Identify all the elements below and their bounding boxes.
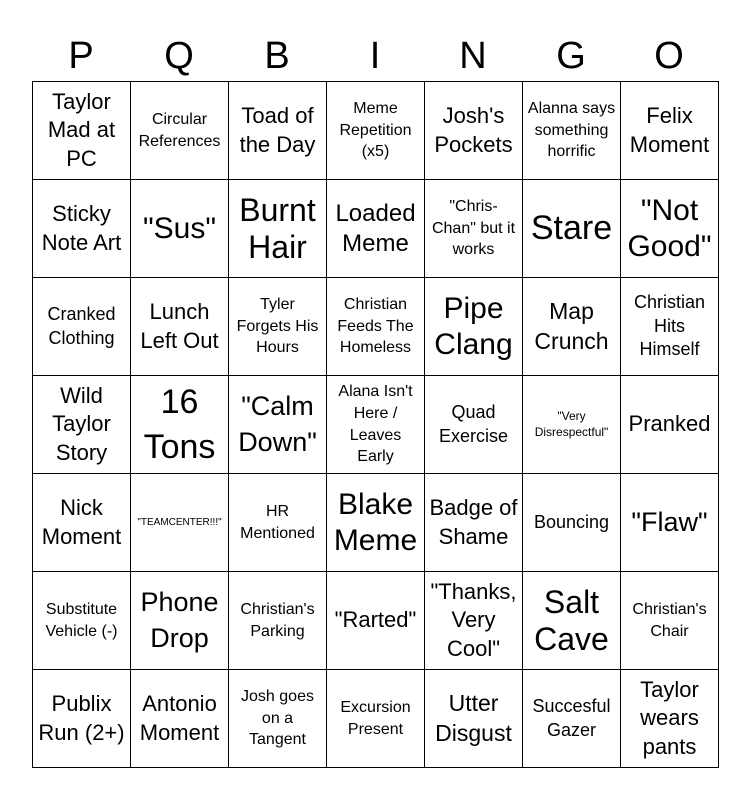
bingo-cell[interactable]: Substitute Vehicle (-): [33, 572, 131, 670]
bingo-cell[interactable]: Bouncing: [523, 474, 621, 572]
bingo-cell[interactable]: Sticky Note Art: [33, 180, 131, 278]
bingo-cell[interactable]: "Chris-Chan" but it works: [425, 180, 523, 278]
bingo-cell[interactable]: Badge of Shame: [425, 474, 523, 572]
bingo-header: [32, 30, 720, 82]
bingo-cell[interactable]: Succesful Gazer: [523, 670, 621, 768]
header-letter-i: I: [369, 35, 381, 77]
bingo-cell[interactable]: "Not Good": [621, 180, 719, 278]
bingo-cell[interactable]: Tyler Forgets His Hours: [229, 278, 327, 376]
bingo-cell[interactable]: "Sus": [131, 180, 229, 278]
bingo-cell[interactable]: Taylor wears pants: [621, 670, 719, 768]
bingo-cell[interactable]: Cranked Clothing: [33, 278, 131, 376]
bingo-cell[interactable]: Antonio Moment: [131, 670, 229, 768]
bingo-cell[interactable]: Excursion Present: [327, 670, 425, 768]
bingo-cell[interactable]: Salt Cave: [523, 572, 621, 670]
bingo-cell[interactable]: Meme Repetition (x5): [327, 82, 425, 180]
bingo-cell[interactable]: Christian Feeds The Homeless: [327, 278, 425, 376]
bingo-cell[interactable]: Burnt Hair: [229, 180, 327, 278]
bingo-cell[interactable]: HR Mentioned: [229, 474, 327, 572]
bingo-cell[interactable]: "Flaw": [621, 474, 719, 572]
bingo-cell[interactable]: Josh's Pockets: [425, 82, 523, 180]
bingo-cell[interactable]: "Very Disrespectful": [523, 376, 621, 474]
bingo-cell[interactable]: Christian Hits Himself: [621, 278, 719, 376]
bingo-cell[interactable]: Wild Taylor Story: [33, 376, 131, 474]
header-letter-g: G: [556, 35, 586, 77]
bingo-cell[interactable]: Circular References: [131, 82, 229, 180]
bingo-cell[interactable]: Publix Run (2+): [33, 670, 131, 768]
bingo-cell[interactable]: Alana Isn't Here / Leaves Early: [327, 376, 425, 474]
bingo-cell[interactable]: Josh goes on a Tangent: [229, 670, 327, 768]
header-letter-q: Q: [164, 35, 194, 77]
bingo-cell[interactable]: "Calm Down": [229, 376, 327, 474]
bingo-cell[interactable]: Taylor Mad at PC: [33, 82, 131, 180]
bingo-cell[interactable]: Stare: [523, 180, 621, 278]
bingo-cell[interactable]: Pipe Clang: [425, 278, 523, 376]
header-letter-n: N: [459, 35, 487, 77]
bingo-cell[interactable]: Loaded Meme: [327, 180, 425, 278]
bingo-cell[interactable]: Lunch Left Out: [131, 278, 229, 376]
bingo-cell[interactable]: "Rarted": [327, 572, 425, 670]
header-letter-b: B: [264, 35, 290, 77]
bingo-cell[interactable]: Phone Drop: [131, 572, 229, 670]
bingo-cell[interactable]: Christian's Parking: [229, 572, 327, 670]
header-letter-p: P: [68, 35, 94, 77]
header-letter-o: O: [654, 35, 684, 77]
bingo-cell[interactable]: Quad Exercise: [425, 376, 523, 474]
bingo-cell[interactable]: "Thanks, Very Cool": [425, 572, 523, 670]
bingo-cell[interactable]: Map Crunch: [523, 278, 621, 376]
bingo-cell[interactable]: Pranked: [621, 376, 719, 474]
bingo-cell[interactable]: Toad of the Day: [229, 82, 327, 180]
bingo-cell[interactable]: Nick Moment: [33, 474, 131, 572]
bingo-cell[interactable]: "TEAMCENTER!!!": [131, 474, 229, 572]
bingo-cell[interactable]: Christian's Chair: [621, 572, 719, 670]
bingo-cell[interactable]: 16 Tons: [131, 376, 229, 474]
bingo-cell[interactable]: Alanna says something horrific: [523, 82, 621, 180]
bingo-cell[interactable]: Blake Meme: [327, 474, 425, 572]
bingo-cell[interactable]: Felix Moment: [621, 82, 719, 180]
bingo-cell[interactable]: Utter Disgust: [425, 670, 523, 768]
bingo-grid: [32, 81, 719, 768]
